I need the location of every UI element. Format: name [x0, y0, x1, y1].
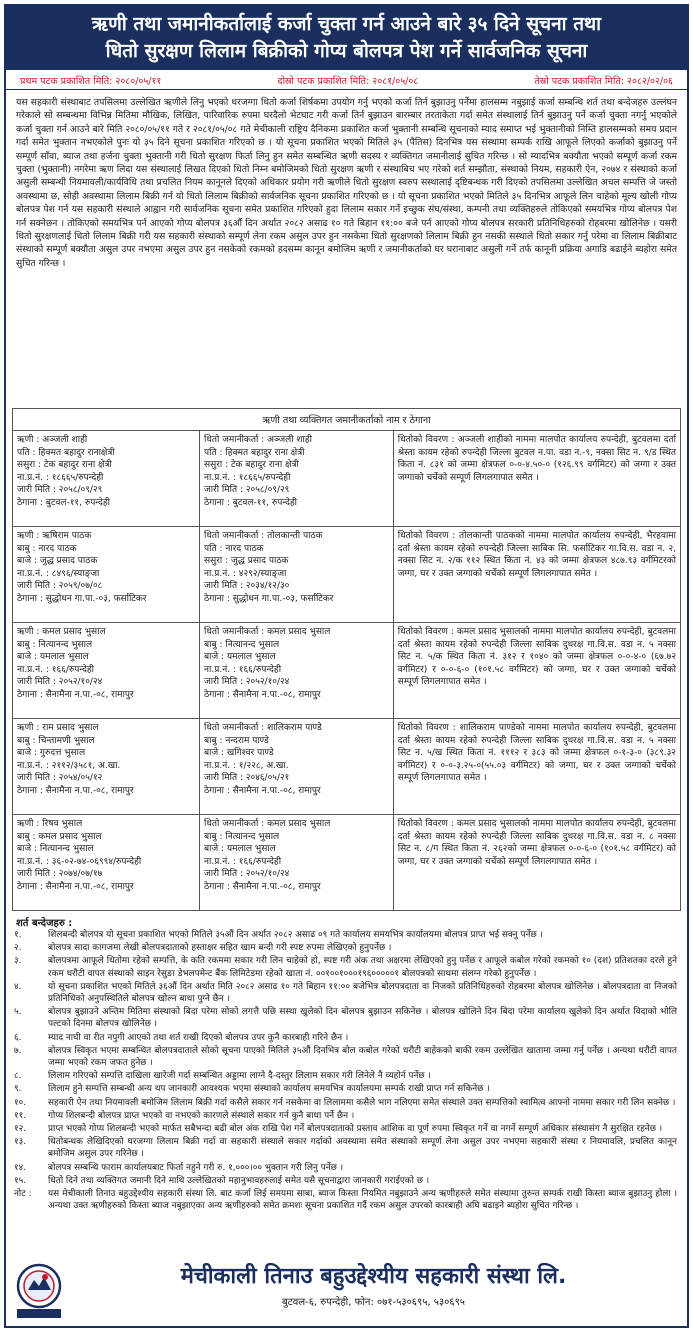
- guarantor-line: बाबु : नित्यानन्द भुसाल: [204, 639, 280, 650]
- guarantor-line: ना.प्र.नं. : ४२९२/स्याङ्जा: [204, 568, 287, 579]
- condition-number: ५.: [14, 1007, 22, 1018]
- borrower-line: ऋणी : ऋषिराम पाठक: [17, 531, 92, 541]
- guarantor-line: ससुरा : टेक बहादुर राना क्षेत्री: [204, 460, 299, 471]
- table-row: [13, 527, 681, 623]
- conditions-list: [6, 929, 687, 1212]
- condition-item: [14, 1032, 677, 1044]
- borrower-line: ना.प्र.नं. : ८४९६/स्याङ्जा: [17, 568, 100, 579]
- borrower-line: जारी मिति : २०५४/०५/१२: [17, 773, 103, 784]
- guarantor-line: जारी मिति : २०४६/०५/२१: [204, 773, 290, 784]
- borrower-line: बाबु : नारद पाठक: [17, 543, 77, 554]
- borrower-line: जारी मिति : २०५२/१०/२४: [17, 677, 103, 688]
- borrower-line: बाजे : नित्यानन्द भुसाल: [17, 844, 94, 855]
- condition-text: सहकारी ऐन तथा नियमावली बमोजिम लिलाम बिक्री गर्दा कसैले सकार गर्न नसकेमा वा लिलाममा कसैले भाग नलिएमा समेत संस्थाले उक्त सम्पत्तिको स्वामित्व आफ्नो नाममा सकार गरी लिन सक्नेछ ।: [48, 1097, 676, 1108]
- guarantor-cell: [200, 815, 394, 911]
- guarantor-line: बाजे : यमलाल भुसाल: [204, 652, 276, 663]
- condition-item: [14, 1070, 677, 1082]
- condition-number: १४.: [14, 1162, 27, 1173]
- table-header-row: [13, 409, 681, 431]
- condition-text: प्राप्त भएको गोप्य शिलबन्दी भएको मार्फत सबैभन्दा बढी बोल अंक राखि पेश गर्ने बोलपत्रदाताको प्रस्ताव आंशिक वा पूर्ण रुपमा स्विकृत गर्ने वा नगर्ने सम्पूर्ण अधिकार संस्थासंग नै सुरक्षित रहनेछ ।: [48, 1124, 663, 1135]
- borrower-line: बाजे : जुद्ध प्रसाद पाठक: [17, 556, 98, 567]
- borrower-line: ना.प्र.नं. : २११२/३५८१, अ.खा.: [17, 760, 121, 771]
- borrower-line: बाबु : कमल प्रसाद भुसाल: [17, 831, 102, 842]
- guarantor-cell: [200, 431, 394, 527]
- guarantor-line: ना.प्र.नं. : १/२२८, अ.खा.: [204, 760, 289, 771]
- condition-text: लिलाम गरिएको सम्पत्ति दाखिला खारेजी गर्दा सम्बन्धित अड्डामा लाग्ने दै-दस्तुर लिलाम सकार गरी लिनेले नै व्यहोर्न पर्नेछ ।: [48, 1071, 431, 1082]
- condition-text: बोलपत्र स्विकृत भएमा सम्बन्धित बोलपत्रदाताले सोको सूचना पाएको मितिले ३५औं दिनभित्र बोल कबोल गरेको धरौटी बाहेकको बाकी रकम उल्लेखित खातामा जम्मा गर्नु पर्नेछ । अन्यथा धरौटी वापत जम्मा भएको रकम जफत हुनेछ ।: [48, 1045, 677, 1069]
- condition-text: लिलाम हुने सम्पत्ति सम्बन्धी अन्य थप जानकारी आवश्यक भएमा संस्थाको कार्यालय समयभित्र कार्यालयमा सम्पर्क राखी प्राप्त गर्न सकिनेछ ।: [48, 1084, 490, 1095]
- condition-number: ३.: [14, 956, 22, 967]
- condition-item: [14, 1136, 677, 1160]
- condition-text: बोलपत्र सम्बन्धि फाराम कार्यालयबाट फिर्ता नहुने गरी रु. १,०००।०० भुक्तान गरी लिनु पर्नेछ ।: [48, 1162, 344, 1173]
- condition-text: यस मेचीकाली तिनाउ बहुउद्देश्यीय सहकारी संस्था लि. बाट कर्जा लिई समयमा साबा, ब्याज किस्ता नियमित नबुझाउने अन्य ऋणीहरुले समेत संस्थामा तुरुन्त सम्पर्क राखी किस्ता ब्याज बुझाउनु होला । अन्यथा उक्त ऋणीहरुको किस्ता ब्याज नबुझाएका अन्य ऋणीहरुको समेत क्रमशः सूचना प्रकाशित गर्दै रकम असुल उपरको कारबाही अघि बढाइने ब्यहोरा सुचित गरिन्छ ।: [48, 1189, 677, 1212]
- borrower-line: ठेगाना : सैनामैना न.पा.-०८, रामापुर: [17, 689, 134, 700]
- table-body: [13, 431, 681, 911]
- guarantor-line: बाबु : नित्यानन्द भुसाल: [204, 831, 280, 842]
- condition-item: [14, 1175, 677, 1187]
- condition-number: २.: [14, 943, 22, 954]
- condition-number: ४.: [14, 981, 22, 992]
- guarantor-line: बाबु : नन्दराम पाण्डे: [204, 735, 269, 746]
- third-publication-date: तेस्रो पटक प्रकाशित मिति: २०८२/०२/०६: [534, 76, 673, 87]
- guarantor-line: ठेगाना : सुद्धोधन गा.पा.-०३, फर्साटिकर: [204, 593, 334, 604]
- notice-frame: [4, 4, 689, 1328]
- condition-number: नोट :: [14, 1189, 32, 1200]
- borrower-line: ऋणी : अञ्जली शाही: [17, 435, 88, 445]
- parties-table-wrap: [6, 408, 687, 911]
- organization-address: बुटवल-६, रुपन्देही, फोन: ०७१-५३०६९५, ५३०६९५: [282, 1297, 465, 1308]
- publication-dates: [6, 70, 687, 90]
- borrower-line: ऋणी : रिषव भुसाल: [17, 819, 83, 829]
- table-row: [13, 623, 681, 719]
- guarantor-line: ठेगाना : बुटवल-११, रुपन्देही: [204, 497, 298, 508]
- borrower-line: जारी मिति : २०५९/०७/०८: [17, 581, 103, 592]
- guarantor-cell: [200, 527, 394, 623]
- borrower-line: ठेगाना : सैनामैना न.पा.-०८, रामापुर: [17, 785, 134, 796]
- condition-text: धितो दिने तथा व्यक्तिगत जमानी दिने माथि उल्लेखितको महानुभावहरुलाई समेत यसै सूचनाद्वारा जानकारी गराईएको छ ।: [48, 1175, 430, 1186]
- table-row: [13, 431, 681, 527]
- borrower-line: ना.प्र.नं. : १६६/रुपन्देही: [17, 664, 95, 675]
- table-row: [13, 719, 681, 815]
- collateral-cell: धितोको विवरण : कमल प्रसाद भुसालको नाममा मालपोत कार्यालय रुपन्देही, बुटवलमा दर्ता श्रेस्ता कायम रहेको रुपन्देही जिल्ला साबिक दुधरक्ष गा.वि.स. वडा न. ५ नक्सा सिट न. ५/क स्थित किता नं. ३१२ र १०४० को जम्मा क्षेत्रफल ०-०-४-० (६७.७२ वर्गमिटर) र ०-०-६-० (१०१.५८ वर्गमिटर) को जग्गा, घर र उक्त जग्गाको चर्चेको सम्पूर्ण लिगलगापात समेत ।: [393, 623, 680, 719]
- condition-item: [14, 955, 677, 979]
- borrower-line: बाबु : चिन्तामणी भुसाल: [17, 735, 95, 746]
- condition-number: ७.: [14, 1045, 22, 1056]
- parties-table: [12, 408, 681, 911]
- borrower-line: बाजे : गुरुदत्त भुसाल: [17, 748, 86, 759]
- guarantor-line: जारी मिति : २०५२/१०/२४: [204, 677, 290, 688]
- condition-number: १३.: [14, 1137, 27, 1148]
- condition-text: बोलपत्रमा आफूले धितोमा रहेको सम्पत्ति, के कति रकममा सकार गरी लिन चाहेको हो, स्पष्ट गरी अंक तथा अक्षरमा लेखिएको हुनु पर्नेछ र आफूले कबोल गरेको रकमको १० (दश) प्रतिशतका दरले हुने रकम धरौटी वापत संस्थाको साइन रेसुङा डेभलपमेन्ट बैंक लिमिटेडमा रहेको खाता नं. ००१००१०००१९६०००००१ बोलपत्रको साथमा संलग्न गरेको हुनुपर्नेछ ।: [48, 956, 677, 979]
- condition-text: बोलपत्र सादा कागजमा लेखी बोलपत्रदाताको हस्ताक्षर सहित खाम बन्दी गरी स्पष्ट रुपमा लेखिएको हुनुपर्नेछ ।: [48, 943, 392, 954]
- guarantor-line: धितो जमानीकर्ता : कमल प्रसाद भुसाल: [204, 627, 331, 637]
- borrower-line: जारी मिति : २०७४/०७/१७: [17, 869, 103, 880]
- condition-item: [14, 942, 677, 954]
- borrower-line: बाबु : नित्यानन्द भुसाल: [17, 639, 93, 650]
- table-row: [13, 815, 681, 911]
- first-publication-date: प्रथम पटक प्रकाशित मिति: २०८०/०५/११: [20, 76, 162, 87]
- borrower-line: जारी मिति : २०५८/०९/२९: [17, 485, 103, 496]
- borrower-line: ठेगाना : सुद्धोधन गा.पा.-०३, फर्साटिकर: [17, 593, 147, 604]
- condition-item: [14, 1006, 677, 1030]
- guarantor-line: पति : हिक्मत बहादुर राना क्षेत्री: [204, 447, 305, 458]
- collateral-cell: धितोको विवरण : तोलकान्ती पाठकको नाममा मालपोत कार्यालय रुपन्देही, भैरहवामा दर्ता श्रेस्ता कायम रहेको रुपन्देही जिल्ला साबिक सि. फर्साटिकर गा.वि.स. वडा न. २, नक्सा सिट न. २/क ११२ स्थित किता नं. ४३ को जम्मा क्षेत्रफल ४८७.९३ वर्गमिटरको जग्गा, घर र उक्त जग्गाको चर्चेको सम्पूर्ण लिगलगापात समेत ।: [393, 527, 680, 623]
- condition-item: [14, 1188, 677, 1212]
- footer: [6, 1258, 687, 1326]
- guarantor-line: बाजे : खगिश्वर पाण्डे: [204, 748, 274, 759]
- collateral-cell: धितोको विवरण : कमल प्रसाद भुसालको नाममा मालपोत कार्यालय रुपन्देही, बुटवलमा दर्ता श्रेस्ता कायम रहेको रुपन्देही जिल्ला साबिक दुधरक्ष गा.वि.स. वडा न. ८ नक्सा सिट न. ८/ग स्थित किता नं. २६२को जम्मा क्षेत्रफल ०-०-६-० (१०१.५८ वर्गमिटर) को जग्गा, घर र उक्त जग्गाको चर्चेको सम्पूर्ण लिगलगापात समेत ।: [393, 815, 680, 911]
- guarantor-line: धितो जमानीकर्ता : कमल प्रसाद भुसाल: [204, 819, 331, 829]
- condition-number: १५.: [14, 1175, 27, 1186]
- borrower-line: ठेगाना : बुटवल-११, रुपन्देही: [17, 497, 110, 508]
- borrower-line: ऋणी : राम प्रसाद भुसाल: [17, 723, 99, 733]
- condition-item: [14, 1045, 677, 1069]
- condition-item: [14, 1097, 677, 1109]
- collateral-cell: धितोको विवरण : शालिकराम पाण्डेको नाममा मालपोत कार्यालय रुपन्देही, बुटवलमा दर्ता श्रेस्ता कायम रहेको रुपन्देही जिल्ला साबिक दुधरक्ष गा.वि.स. वडा न. ५ नक्सा सिट न. ५/ख स्थित किता नं. १११२ र ३८३ को जम्मा क्षेत्रफल ०-१-३-० (३८९.३२ वर्गमिटर) र ०-०-३.२५-०(५५.०३ वर्गमिटर) को जग्गा, घर र उक्त जग्गाको चर्चेको सम्पूर्ण लिगलगापात समेत ।: [393, 719, 680, 815]
- guarantor-line: ससुरा : जुद्ध प्रसाद पाठक: [204, 556, 289, 567]
- borrower-line: ठेगाना : सैनामैना न.पा.-०८, रामापुर: [17, 881, 134, 892]
- guarantor-line: ना.प्र.नं. : १६६/रुपन्देही: [204, 856, 282, 867]
- condition-item: [14, 929, 677, 941]
- guarantor-line: जारी मिति : २०५२/१०/२४: [204, 869, 290, 880]
- guarantor-line: ठेगाना : सैनामैना न.पा.-०८, रामापुर: [204, 881, 321, 892]
- borrower-cell: [13, 815, 200, 911]
- intro-paragraph: यस सहकारी संस्थाबाट तपसिलमा उल्लेखित ऋणीले लिनु भएको धरजग्गा धितो कर्जा शिर्षकमा उपयोग गर्नु भएको कर्जा तिर्न बुझाउनु पर्नेमा हालसम्म नबुझाई कर्जा सम्बन्धि शर्त तथा बन्देजहरु उल्लंघन गरेकाले सो सम्बन्धमा विभिन्न मितिमा मौखिक, लिखित, पारिवारिक रुपमा घरदैलो भेटघाट गरी कर्जा तिर्न बुझाउन बारम्बार तरताकेता गर्दा समेत संस्थालाई तिर्न बुझाउनु पर्ने कर्जा चुक्ता नगर्नु भएकोले कर्जा चुक्ता गर्न आउने बारे मिति २०८०/०५/११ गते र २०८१/०५/०८ गते मेचीकाली राष्ट्रिय दैनिकमा प्रकाशित कर्जा भुक्तानी सम्बन्धि सूचनाको म्याद समाप्त भई भुक्तानीको निम्ति हालसम्मको समय प्रदान गर्दा समेत भुक्तान नभएकोले पुनः यो ३५ दिने सूचना प्रकाशित गरिएको छ । यो सूचना प्रकाशित भएको मितिले ३५ (पैतिस) दिनभित्र यस संस्थामा सम्पर्क राखि आफूले लिएको कर्जाको बुझाउनु पर्ने सम्पूर्ण साँवा, ब्याज तथा हर्जना चुक्ता भुक्तानी गरी धितो सुरक्षण फिर्ता लिनु हुन समेत सम्बन्धित ऋणी सदस्य र व्यक्तिगत जमानीलाई सुचित गरिन्छ । सो म्यादभित्र बक्यौता भएको सम्पूर्ण कर्जा रकम चुक्ता (भुक्तानी) नगरेमा ऋण लिदा यस संस्थालाई लिखत दिएको धितो निम्न बमोजिमको धितो सुरक्षण ऋणी र संस्थाबिच भए गरेको शर्त सम्झौता, संस्थाको नियम, सहकारी ऐन, २०७४ र संस्थाको कर्जा असुली सम्बन्धी नियमावली/कार्यविधि तथा प्रचलित नियम कानूनले दिएको अधिकार प्रयोग गरी ऋणीले धितो सुरक्षण स्वरुप सस्थालाई दृष्टिबन्धक गरी दिएको तपसिलमा उल्लेखित अचल सम्पत्ति जे जस्तो अवस्थामा छ, सोही अवस्थामा लिलाम बिक्री गर्न यो धितो लिलाम बिक्रीको सार्वजनिक सूचना प्रकाशित गरिएको छ । यो सूचना प्रकाशित भएको मितिले ३५ दिनभित्र आफूले लिन चाहेको मूल्य खोली गोप्य बोलपत्र पेश गर्न यस सहकारी संस्थाले आह्वान गरी सार्वजनिक सूचना समेत प्रकाशित गरिएको हुदा लिलाम सकार गर्ने इच्छुक संघ/संस्था, कम्पनी तथा व्यक्तिहरुले तोकिएको समयभित्र गोप्य बोलपत्र पेश गर्न सक्नेछन । तोकिएको समयभित्र पर्न आएको गोप्य बोलपत्र ३६औं दिन अर्थात २०८२ असाढ १० गते बिहान ११:०० बजे पर्न आएको गोप्य बोलपत्र सरकारी प्रतिनिधिहरुको रोहबरमा खोलिनेछ । यसरी धितो सुरक्षणलाई धितो लिलाम बिक्री गरी यस सहकारी संस्थाको सम्पूर्ण लेना रकम असुल उपर हुन नसकेमा धितो सुरक्षणको लिलाम बिक्री हुन नसकी सस्थाले धितो सकार गर्नु परेमा वा लिलाम बिक्रीबाट संस्थाको सम्पूर्ण बक्यौता असुल उपर नभएमा असुल उपर हुन नसकेको रकमको हदसम्म कानून बमोजिम ऋणी र जमानीकर्ताको घर घरानाबाट असुली गर्ने तर्फ कानूनी प्रक्रिया अगाडि बढाईने ब्यहोरा समेत सुचित गरिन्छ ।: [16, 97, 677, 269]
- borrower-line: ना.प्र.नं. : १८६६५/रुपन्देही: [17, 472, 104, 483]
- condition-text: बोलपत्र बुझाउने अन्तिम मितिमा संस्थाको बिदा परेमा सोको लगत्तै पछि सस्था खुलेको दिन बोलपत्र बुझाउन सकिनेछ । बोलपत्र खोलिने दिन बिदा परेमा कार्यालय खुलेको दिन अर्थात विदाको भोलि पल्टको दिनमा बोलपत्र खोलिनेछ ।: [48, 1007, 677, 1030]
- borrower-line: पति : हिक्मत बहादुर रानाक्षेत्री: [17, 447, 115, 458]
- condition-text: म्याद नाघी वा रीत नपुगी आएको तथा शर्त राखी दिएको बोलपत्र उपर कुनै कारबाही गरिने छैन ।: [48, 1032, 349, 1043]
- condition-item: [14, 1110, 677, 1122]
- notice-header: [6, 6, 687, 70]
- notice-title-line2: धितो सुरक्षण लिलाम बिक्रीको गोप्य बोलपत्र पेश गर्ने सार्वजनिक सूचना: [105, 40, 588, 62]
- condition-item: [14, 1162, 677, 1174]
- organization-logo: [14, 1262, 64, 1320]
- condition-text: यो सूचना प्रकाशित भएको मितिले ३६औं दिन अर्थात मिति २०८२ असाढ १० गते बिहान ११:०० बजेभित्र बोलपत्रदाता वा निजको प्रतिनिधिहरुको रोहबरमा बोलपत्र खोलिनेछ । बोलपत्रदाता वा निजको प्रतिनिधिको अनुपस्थितिले बोलपत्र खोल्न बाधा पुग्ने छैन ।: [48, 981, 677, 1005]
- borrower-line: ना.प्र.नं. : ३६-०२-७४-०६९९४/रुपन्देही: [17, 856, 142, 867]
- condition-number: ६.: [14, 1032, 22, 1043]
- notice-title-line1: ऋणी तथा जमानीकर्तालाई कर्जा चुक्ता गर्न आउने बारे ३५ दिने सूचना तथा: [91, 13, 602, 35]
- borrower-cell: [13, 623, 200, 719]
- borrower-cell: [13, 719, 200, 815]
- condition-text: शिलबन्दी बोलपत्र यो सूचना प्रकाशित भएको मितिले ३५औं दिन अर्थात २०८२ असाढ ०९ गते कार्यालय समयभित्र कार्यालयमा बोलपत्र प्राप्त भई सक्नु पर्नेछ ।: [48, 930, 543, 940]
- condition-number: ११.: [14, 1110, 27, 1121]
- guarantor-line: ठेगाना : सैनामैना न.पा.-०८, रामापुर: [204, 689, 321, 700]
- guarantor-line: बाजे : यमलाल भुसाल: [204, 844, 276, 855]
- condition-number: ९.: [14, 1084, 22, 1095]
- guarantor-line: ठेगाना : सैनामैना न.पा.-०८, रामापुर: [204, 785, 321, 796]
- condition-number: १०.: [14, 1097, 27, 1108]
- condition-item: [14, 1123, 677, 1135]
- guarantor-line: पति : नारद पाठक: [204, 543, 264, 554]
- condition-number: १२.: [14, 1124, 27, 1135]
- borrower-line: ससुरा : टेक बहादुर राना क्षेत्री: [17, 460, 112, 471]
- condition-item: [14, 981, 677, 1005]
- borrower-cell: [13, 527, 200, 623]
- collateral-cell: धितोको विवरण : अञ्जली शाहीको नाममा मालपोत कार्यालय रुपन्देही, बुटवलमा दर्ता श्रेस्ता कायम रहेको रुपन्देही जिल्ला बुटवल न.पा. वडा न.-९, नक्सा सिट न. ९/ड स्थित किता नं. ८३१ को जम्मा क्षेत्रफल ०-०-४.५०-० (१२६.९९ वर्गमिटर) को जग्गा र उक्त जग्गाको चर्चेको सम्पूर्ण लिगलगापात समेत ।: [393, 431, 680, 527]
- second-publication-date: दोस्रो पटक प्रकाशित मिति: २०८१/०५/०८: [277, 76, 419, 87]
- guarantor-line: ना.प्र.नं. : १८६६५/रुपन्देही: [204, 472, 291, 483]
- condition-text: गोप्य शिलबन्दी बोलपत्र प्राप्त भएको वा नभएको कारणले संस्थाले सकार गर्न कुनै बाधा पर्ने छैन ।: [48, 1110, 355, 1121]
- borrower-line: बाजे : यमलाल भुसाल: [17, 652, 89, 663]
- borrower-cell: [13, 431, 200, 527]
- condition-number: ८.: [14, 1071, 22, 1082]
- guarantor-line: धितो जमानीकर्ता : शालिकराम पाण्डे: [204, 723, 322, 733]
- condition-item: [14, 1083, 677, 1095]
- condition-number: १.: [14, 930, 22, 940]
- table-header: ऋणी तथा व्यक्तिगत जमानीकर्ताको नाम र ठेगाना: [13, 409, 681, 431]
- condition-text: धितोबन्धक लेखिदिएको घरजग्गा लिलाम बिक्री गर्दा वा सहकारी संस्थाले सकार गर्दाको अवस्थामा समेत संस्थाको सम्पूर्ण लेना असुल उपर नभएमा सहकारी संस्था र नियमावलि, प्रचलित कानून बमोजिम असुल उपर गरिनेछ ।: [48, 1137, 677, 1160]
- guarantor-line: धितो जमानीकर्ता : तोलकान्ती पाठक: [204, 531, 323, 541]
- guarantor-line: जारी मिति : २०५८/०९/२९: [204, 485, 290, 496]
- guarantor-line: धितो जमानीकर्ता : अञ्जली शाही: [204, 435, 312, 445]
- guarantor-line: ना.प्र.नं. : १६६/रुपन्देही: [204, 664, 282, 675]
- conditions-heading: शर्त बन्देजहरु :: [16, 918, 73, 929]
- guarantor-line: जारी मिति : २०३४/१२/३०: [204, 581, 290, 592]
- guarantor-cell: [200, 719, 394, 815]
- guarantor-cell: [200, 623, 394, 719]
- borrower-line: ऋणी : कमल प्रसाद भुसाल: [17, 627, 106, 637]
- organization-name: मेचीकाली तिनाउ बहुउद्देश्यीय सहकारी संस्था लि.: [180, 1264, 567, 1289]
